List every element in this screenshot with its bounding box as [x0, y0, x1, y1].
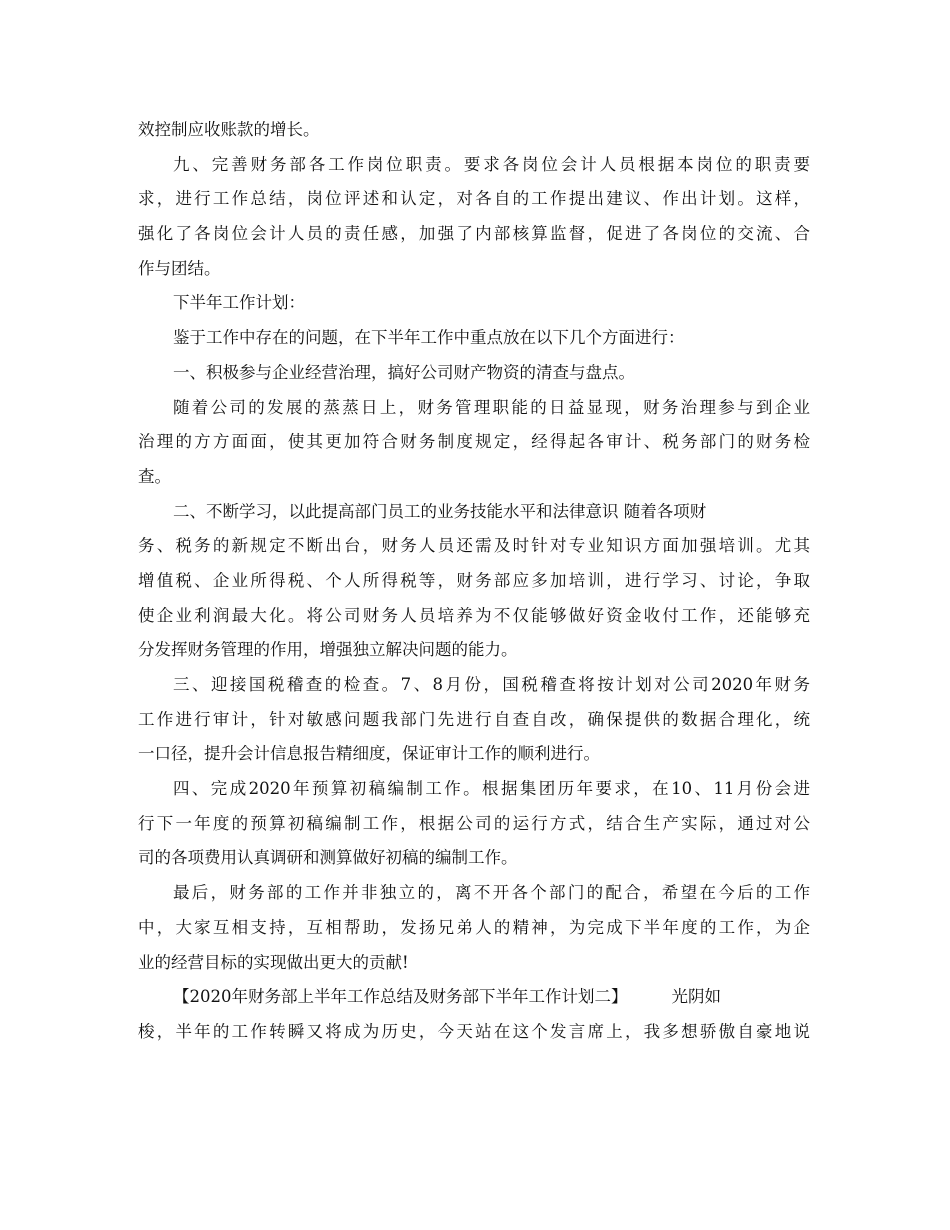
section-heading: 下半年工作计划：	[173, 293, 305, 313]
text-line: 工作进行审计，针对敏感问题我部门先进行自查自改，确保提供的数据合理化，统	[138, 709, 810, 729]
text-line: 查。	[138, 466, 171, 486]
text-line: 分发挥财务管理的作用，增强独立解决问题的能力。	[138, 640, 518, 660]
text-line: 效控制应收账款的增长。	[138, 120, 320, 139]
text-line: 二、不断学习，以此提高部门员工的业务技能水平和法律意识 随着各项财	[173, 501, 707, 521]
text-line: 求，进行工作总结，岗位评述和认定，对各自的工作提出建议、作出计划。这样，	[138, 189, 810, 209]
text-line: 四、完成2020年预算初稿编制工作。根据集团历年要求，在10、11月份会进	[173, 779, 810, 799]
text-line: 最后，财务部的工作并非独立的，离不开各个部门的配合，希望在今后的工作	[173, 883, 810, 903]
text-line: 使企业利润最大化。将公司财务人员培养为不仅能够做好资金收付工作，还能够充	[138, 605, 810, 625]
text-line: 司的各项费用认真调研和测算做好初稿的编制工作。	[138, 848, 518, 868]
text-line: 业的经营目标的实现做出更大的贡献!	[138, 952, 409, 972]
text-continuation: 光阴如	[671, 987, 721, 1007]
text-line: 三、迎接国税稽查的检查。7、8月份，国税稽查将按计划对公司2020年财务	[173, 675, 810, 694]
document-body	[138, 113, 810, 1050]
text-line: 行下一年度的预算初稿编制工作，根据公司的运行方式，结合生产实际，通过对公	[138, 813, 810, 833]
text-line: 鉴于工作中存在的问题，在下半年工作中重点放在以下几个方面进行：	[173, 328, 685, 348]
text-line: 强化了各岗位会计人员的责任感，加强了内部核算监督，促进了各岗位的交流、合	[138, 224, 810, 244]
text-line: 一口径，提升会计信息报告精细度，保证审计工作的顺利进行。	[138, 744, 600, 764]
text-line: 作与团结。	[138, 258, 221, 278]
text-line: 一、积极参与企业经营治理，搞好公司财产物资的清查与盘点。	[173, 362, 635, 382]
text-line: 务、税务的新规定不断出台，财务人员还需及时针对专业知识方面加强培训。尤其	[138, 536, 810, 556]
article-title: 【2020年财务部上半年工作总结及财务部下半年工作计划二】	[173, 987, 628, 1007]
text-line: 治理的方方面面，使其更加符合财务制度规定，经得起各审计、税务部门的财务检	[138, 432, 810, 452]
text-line: 梭，半年的工作转瞬又将成为历史，今天站在这个发言席上，我多想骄傲自豪地说	[138, 1021, 810, 1041]
text-line: 九、完善财务部各工作岗位职责。要求各岗位会计人员根据本岗位的职责要	[173, 154, 810, 174]
text-line: 增值税、企业所得税、个人所得税等，财务部应多加培训，进行学习、讨论，争取	[138, 570, 810, 590]
text-line: 中，大家互相支持，互相帮助，发扬兄弟人的精神，为完成下半年度的工作，为企	[138, 917, 810, 937]
heading-line	[138, 980, 810, 1015]
text-line: 随着公司的发展的蒸蒸日上，财务管理职能的日益显现，财务治理参与到企业	[173, 397, 810, 417]
